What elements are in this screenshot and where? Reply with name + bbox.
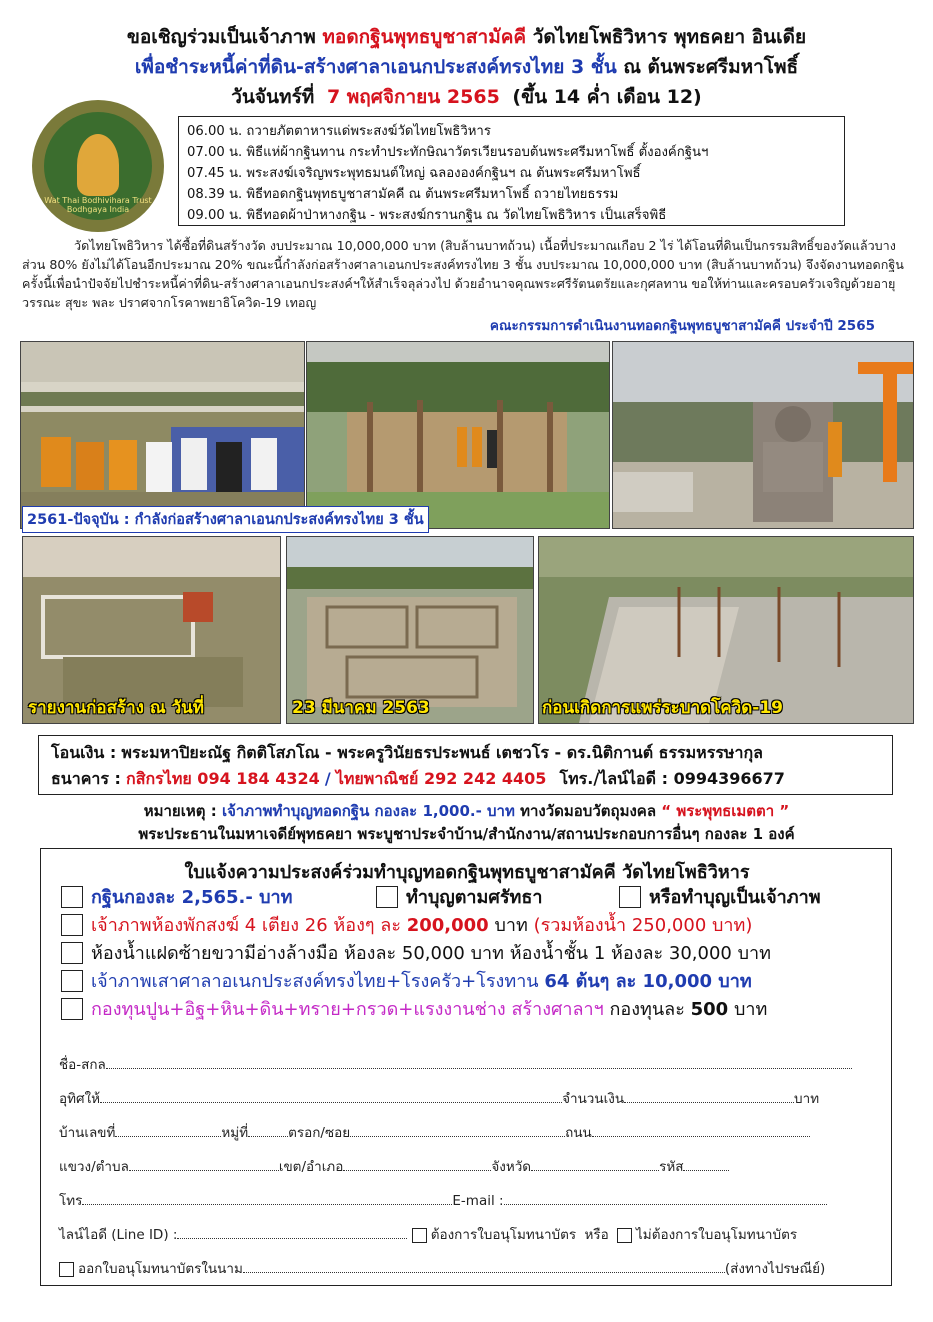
- field-label: ไม่ต้องการใบอนุโมทนาบัตร: [636, 1227, 798, 1243]
- checkbox[interactable]: [61, 886, 83, 908]
- ceremony-schedule: [178, 116, 845, 226]
- field-receipt-name[interactable]: [59, 1257, 825, 1279]
- house-input-line[interactable]: [115, 1126, 221, 1137]
- field-label: ไลน์ไอดี (Line ID) :: [59, 1227, 178, 1243]
- logo-caption: Wat Thai Bodhivihara Trust Bodhgaya India: [44, 196, 152, 214]
- option-amount: 64 ต้นๆ ละ 10,000 บาท: [544, 971, 752, 992]
- option-unit: กองทุนละ: [609, 999, 685, 1020]
- field-label: จังหวัด: [491, 1159, 532, 1175]
- note-price: เจ้าภาพทำบุญทอดกฐิน กองละ 1,000.- บาท: [221, 802, 515, 820]
- scb-account: ไทยพาณิชย์ 292 242 4405: [335, 769, 547, 788]
- option-label: กฐินกองละ 2,565.- บาท: [91, 887, 293, 908]
- phone-input-line[interactable]: [82, 1194, 452, 1205]
- account-separator: /: [324, 769, 331, 788]
- name-input-line[interactable]: [106, 1058, 852, 1069]
- schedule-item: 09.00 น. พิธีทอดผ้าป่าหางกฐิน - พระสงฆ์กรานกฐิน ณ วัดไทยโพธิวิหาร เป็นเสร็จพิธี: [187, 208, 667, 223]
- checkbox-issue-receipt[interactable]: [59, 1262, 74, 1277]
- field-label: ต้องการใบอนุโมทนาบัตร: [430, 1227, 577, 1243]
- contact-phone: โทร./ไลน์ไอดี : 0994396677: [559, 769, 785, 788]
- option-restroom[interactable]: [61, 941, 771, 967]
- checkbox[interactable]: [376, 886, 398, 908]
- title-lunar-date: (ขึ้น 14 ค่ำ เดือน 12): [512, 86, 702, 108]
- transfer-recipients: [51, 740, 880, 766]
- field-label: แขวง/ตำบล: [59, 1159, 129, 1175]
- zip-input-line[interactable]: [683, 1160, 729, 1171]
- title-day: วันจันทร์ที่: [231, 86, 315, 108]
- bank-transfer-box: [38, 735, 893, 795]
- note-section: [0, 800, 933, 846]
- option-currency: บาท: [733, 999, 768, 1020]
- transfer-names: พระมหาปิยะณัฐ กิตติโสภโณ - พระครูวินัยธรประพนธ์ เตชวโร - ดร.นิติกานต์ ธรรมหรรษากุล: [121, 743, 763, 762]
- field-address[interactable]: [59, 1121, 810, 1143]
- option-label: หรือทำบุญเป็นเจ้าภาพ: [649, 887, 821, 908]
- receipt-name-input-line[interactable]: [243, 1262, 725, 1273]
- schedule-item: 06.00 น. ถวายภัตตาหารแด่พระสงฆ์วัดไทยโพธิวิหาร: [187, 124, 491, 139]
- field-label: อุทิศให้: [59, 1091, 101, 1107]
- checkbox[interactable]: [61, 998, 83, 1020]
- amount-input-line[interactable]: [624, 1092, 794, 1103]
- bank-accounts: [51, 766, 880, 792]
- province-input-line[interactable]: [531, 1160, 659, 1171]
- option-host[interactable]: [619, 885, 821, 911]
- option-kathin-fund[interactable]: [61, 885, 293, 911]
- schedule-item: 07.00 น. พิธีแห่ผ้ากฐินทาน กระทำประทักษิณาวัตรเวียนรอบต้นพระศรีมหาโพธิ์ ตั้งองค์กฐินฯ: [187, 145, 709, 160]
- option-faith-donation[interactable]: [376, 885, 542, 911]
- field-label: หรือ: [584, 1227, 609, 1243]
- title-invite: ขอเชิญร่วมเป็นเจ้าภาพ: [126, 26, 316, 48]
- caption-pre-covid: ก่อนเกิดการแพร่ระบาดโควิด-19: [542, 698, 783, 718]
- caption-construction-period: 2561-ปัจจุบัน : กำลังก่อสร้างศาลาเอนกประสงค์ทรงไทย 3 ชั้น: [22, 506, 429, 533]
- field-label: โทร: [59, 1193, 83, 1209]
- option-label: เจ้าภาพห้องพักสงฆ์ 4 เตียง 26 ห้องๆ ละ: [91, 915, 401, 936]
- option-pillar[interactable]: [61, 969, 752, 995]
- subdistrict-input-line[interactable]: [129, 1160, 279, 1171]
- option-material-fund[interactable]: [61, 997, 767, 1023]
- kbank-account: กสิกรไทย 094 184 4324: [126, 769, 320, 788]
- photo-buddha-statue-crane: [612, 341, 914, 529]
- transfer-label: โอนเงิน :: [51, 743, 117, 762]
- field-name[interactable]: [59, 1053, 852, 1075]
- note-label: หมายเหตุ :: [143, 802, 217, 820]
- note-line-1: [0, 800, 933, 823]
- field-label: หมู่ที่: [221, 1125, 249, 1141]
- title-temple: วัดไทยโพธิวิหาร พุทธคยา อินเดีย: [532, 26, 807, 48]
- field-label: ชื่อ-สกล: [59, 1057, 106, 1073]
- option-note: (รวมห้องน้ำ 250,000 บาท): [533, 915, 753, 936]
- title-location: ณ ต้นพระศรีมหาโพธิ์: [623, 56, 799, 78]
- buddha-figure-icon: [77, 134, 119, 196]
- field-label: ตรอก/ซอย: [288, 1125, 351, 1141]
- field-contact[interactable]: [59, 1189, 827, 1211]
- field-label: E-mail :: [452, 1193, 504, 1209]
- option-currency: บาท: [494, 915, 528, 936]
- lineid-input-line[interactable]: [177, 1228, 407, 1239]
- field-label: เขต/อำเภอ: [278, 1159, 344, 1175]
- option-amount: 200,000: [406, 915, 489, 936]
- field-area[interactable]: [59, 1155, 729, 1177]
- caption-report-date-label: รายงานก่อสร้าง ณ วันที่: [28, 698, 204, 718]
- bank-label: ธนาคาร :: [51, 769, 121, 788]
- photo-ceremony-field: [20, 341, 305, 529]
- note-amulet-name: “ พระพุทธเมตตา ”: [661, 802, 790, 820]
- title-date: 7 พฤศจิกายน 2565: [326, 86, 500, 108]
- field-unit: บาท: [794, 1091, 820, 1107]
- option-label: เจ้าภาพเสาศาลาอเนกประสงค์ทรงไทย+โรงครัว+โรงทาน: [91, 971, 539, 992]
- option-label: กองทุนปูน+อิฐ+หิน+ดิน+ทราย+กรวด+แรงงานช่าง สร้างศาลาฯ: [91, 999, 604, 1020]
- note-line-2: พระประธานในมหาเจดีย์พุทธคยา พระบูชาประจำบ้าน/สำนักงาน/สถานประกอบการอื่นๆ กองละ 1 องค์: [138, 825, 795, 843]
- checkbox-no-receipt[interactable]: [617, 1228, 632, 1243]
- committee-signature: คณะกรรมการดำเนินงานทอดกฐินพุทธบูชาสามัคคี ประจำปี 2565: [489, 318, 875, 334]
- title-line-3: [0, 82, 933, 112]
- field-dedicate[interactable]: [59, 1087, 819, 1109]
- temple-logo: [32, 100, 164, 232]
- dedicate-input-line[interactable]: [100, 1092, 562, 1103]
- checkbox-want-receipt[interactable]: [412, 1228, 427, 1243]
- field-label: ถนน: [565, 1125, 592, 1141]
- checkbox[interactable]: [61, 942, 83, 964]
- soi-input-line[interactable]: [350, 1126, 565, 1137]
- donation-form: [40, 848, 892, 1286]
- email-input-line[interactable]: [504, 1194, 827, 1205]
- title-purpose: เพื่อชำระหนี้ค่าที่ดิน-สร้างศาลาเอนกประสงค์ทรงไทย 3 ชั้น: [134, 56, 617, 78]
- field-line-id[interactable]: [59, 1223, 797, 1245]
- schedule-item: 08.39 น. พิธีทอดกฐินพุทธบูชาสามัคคี ณ ต้นพระศรีมหาโพธิ์ ถวายไทยธรรม: [187, 187, 619, 202]
- option-label: ห้องน้ำแฝดซ้ายขวามีอ่างล้างมือ ห้องละ 50,000 บาท ห้องน้ำชั้น 1 ห้องละ 30,000 บาท: [91, 943, 771, 964]
- field-label: จำนวนเงิน: [562, 1091, 625, 1107]
- checkbox[interactable]: [619, 886, 641, 908]
- schedule-item: 07.45 น. พระสงฆ์เจริญพระพุทธมนต์ใหญ่ ฉลององค์กฐินฯ ณ ต้นพระศรีมหาโพธิ์: [187, 166, 641, 181]
- title-line-2: [0, 52, 933, 82]
- option-amount: 500: [690, 999, 729, 1020]
- field-note: (ส่งทางไปรษณีย์): [724, 1261, 826, 1277]
- option-monk-room[interactable]: [61, 913, 752, 939]
- field-label: ออกใบอนุโมทนาบัตรในนาม: [78, 1261, 243, 1277]
- moo-input-line[interactable]: [248, 1126, 288, 1137]
- road-input-line[interactable]: [592, 1126, 810, 1137]
- field-label: รหัส: [659, 1159, 684, 1175]
- option-label: ทำบุญตามศรัทธา: [406, 887, 543, 908]
- title-event: ทอดกฐินพุทธบูชาสามัคคี: [322, 26, 527, 48]
- description-paragraph: วัดไทยโพธิวิหาร ได้ซื้อที่ดินสร้างวัด งบประมาณ 10,000,000 บาท (สิบล้านบาทถ้วน) เนื้อที่ประมาณเกือบ 2 ไร่ ได้โอนที่ดินเป็นกรรมสิทธิ์ของวัดแล้วบางส่วน 80% ยังไม่ได้โอนอีกประมาณ 20% ขณะนี้กำลังก่อสร้างศาลาเอนกประสงค์ทรงไทย 3 ชั้น งบประมาณ 10,000,000 บาท (สิบล้านบาทถ้วน) จึงจัดงานทอดกฐินครั้งนี้เพื่อนำปัจจัยไปชำระหนี้ค่าที่ดิน-สร้างศาลาเอนกประสงค์ฯให้สำเร็จลุล่วงไป ด้วยอำนาจคุณพระศรีรัตนตรัยและกุศลทาน ขอให้ท่านและครอบครัวเจริญด้วยอายุ วรรณะ สุขะ พละ ปราศจากโรคาพยาธิโควิด-19 เทอญ: [22, 238, 904, 310]
- field-label: บ้านเลขที่: [59, 1125, 116, 1141]
- district-input-line[interactable]: [343, 1160, 491, 1171]
- checkbox[interactable]: [61, 914, 83, 936]
- checkbox[interactable]: [61, 970, 83, 992]
- photo-construction-site: [306, 341, 610, 529]
- caption-report-date: 23 มีนาคม 2563: [292, 698, 430, 718]
- note-gift: ทางวัดมอบวัตถุมงคล: [520, 802, 657, 820]
- title-line-1: [0, 22, 933, 52]
- form-title: ใบแจ้งความประสงค์ร่วมทำบุญทอดกฐินพุทธบูชาสามัคคี วัดไทยโพธิวิหาร: [184, 862, 750, 883]
